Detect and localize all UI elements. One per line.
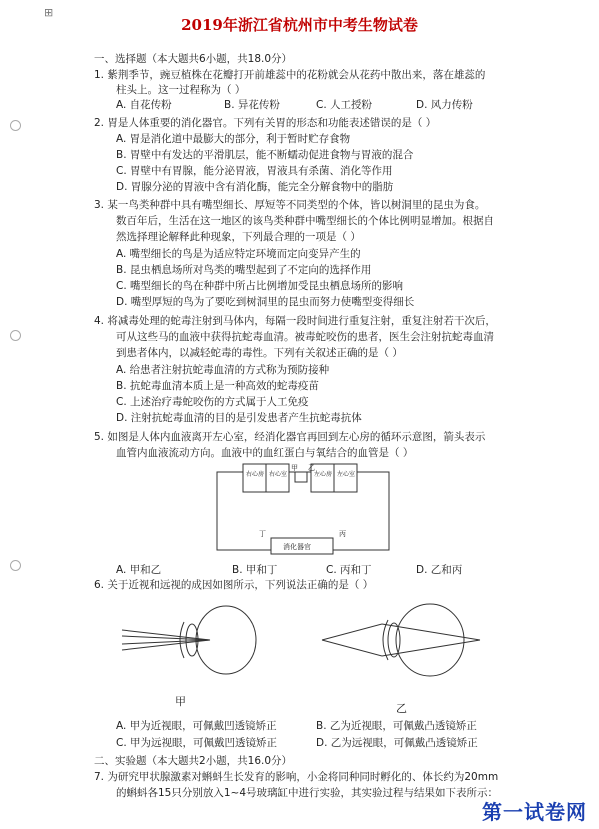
option-a: A. 胃是消化道中最膨大的部分，利于暂时贮存食物 [116,133,351,145]
option-c: C. 嘴型细长的鸟在种群中所占比例增加受昆虫栖息场所的影响 [116,280,404,292]
site-watermark: 第一试卷网 [482,800,587,824]
question-text: 到患者体内，以减轻蛇毒的毒性。下列有关叙述正确的是（ ） [116,347,403,359]
option-b: B. 抗蛇毒血清本质上是一种高效的蛇毒疫苗 [116,380,319,392]
option-b: B. 胃壁中有发达的平滑肌层，能不断蠕动促进食物与胃液的混合 [116,149,414,161]
right-ventricle-label: 右心室 [269,471,288,478]
section-heading: 二、实验题（本大题共2小题，共16.0分） [94,755,293,767]
binding-hole [10,560,21,571]
option-d: D. 乙和丙 [416,564,463,576]
question-text: 5. 如图是人体内血液离开左心室，经消化器官再回到左心房的循环示意图，箭头表示 [94,431,486,443]
option-d: D. 风力传粉 [416,99,473,111]
question-text: 数百年后，生活在这一地区的该鸟类种群中嘴型细长的个体比例明显增加。根据自 [116,215,494,227]
left-ventricle-label: 左心室 [337,471,356,478]
option-b: B. 异花传粉 [224,99,280,111]
option-d: D. 嘴型厚短的鸟为了要吃到树洞里的昆虫而努力使嘴型变得细长 [116,296,415,308]
question-text: 2. 胃是人体重要的消化器官。下列有关胃的形态和功能表述错误的是（ ） [94,117,437,129]
myopia-eye-diagram [120,600,270,680]
option-a: A. 甲和乙 [116,564,162,576]
option-c: C. 甲为远视眼，可佩戴凹透镜矫正 [116,737,278,749]
option-a: A. 自花传粉 [116,99,172,111]
binding-hole [10,120,21,131]
option-c: C. 人工授粉 [316,99,373,111]
margin-marker: ⊞ [44,6,54,19]
question-text: 可从这些马的血液中获得抗蛇毒血清。被毒蛇咬伤的患者，医生会注射抗蛇毒血清 [116,331,494,343]
question-text: 血管内血液流动方向。血液中的血红蛋白与氧结合的血管是（ ） [116,447,414,459]
figure-b-label: 乙 [396,702,407,715]
option-a: A. 嘴型细长的鸟是为适应特定环境而定向变异产生的 [116,248,361,260]
digestive-organ-label: 消化器官 [283,543,311,551]
option-d: D. 注射抗蛇毒血清的目的是引发患者产生抗蛇毒抗体 [116,412,362,424]
question-text: 1. 紫荆季节，豌豆植株在花瓣打开前雄蕊中的花粉就会从花药中散出来，落在雄蕊的 [94,69,486,81]
section-heading: 一、选择题（本大题共6小题，共18.0分） [94,53,293,65]
left-atrium-label: 左心房 [314,471,333,478]
figure-a-label: 甲 [175,695,186,708]
question-text: 柱头上。这一过程称为（ ） [116,84,246,96]
question-text: 6. 关于近视和远视的成因如图所示，下列说法正确的是（ ） [94,579,374,591]
option-d: D. 乙为远视眼，可佩戴凸透镜矫正 [316,737,478,749]
option-a: A. 给患者注射抗蛇毒血清的方式称为预防接种 [116,364,330,376]
right-atrium-label: 右心房 [246,471,265,478]
hyperopia-eye-diagram [320,600,490,680]
option-c: C. 丙和丁 [326,564,372,576]
vessel-ding-label: 丁 [259,530,266,538]
circulation-diagram [213,460,393,560]
question-text: 4. 将减毒处理的蛇毒注射到马体内，每隔一段时间进行重复注射，重复注射若干次后， [94,315,496,327]
vessel-bing-label: 丙 [339,530,346,538]
binding-hole [10,330,21,341]
option-b: B. 乙为近视眼，可佩戴凸透镜矫正 [316,720,477,732]
option-b: B. 昆虫栖息场所对鸟类的嘴型起到了不定向的选择作用 [116,264,372,276]
option-c: C. 上述治疗毒蛇咬伤的方式属于人工免疫 [116,396,309,408]
question-text: 7. 为研究甲状腺激素对蝌蚪生长发育的影响，小金将同种同时孵化的、体长约为20mm [94,771,499,783]
option-b: B. 甲和丁 [232,564,278,576]
vessel-jia-label: 甲 [291,464,298,472]
vessel-yi-label: 乙 [308,464,315,472]
option-d: D. 胃腺分泌的胃液中含有消化酶，能完全分解食物中的脂肪 [116,181,394,193]
option-a: A. 甲为近视眼，可佩戴凹透镜矫正 [116,720,277,732]
question-text: 然选择理论解释此种现象，下列最合理的一项是（ ） [116,231,361,243]
page-title: 2019年浙江省杭州市中考生物试卷 [181,16,418,34]
question-text: 3. 某一鸟类种群中具有嘴型细长、厚短等不同类型的个体，皆以树洞里的昆虫为食。 [94,199,486,211]
question-text: 的蝌蚪各15只分别放入1~4号玻璃缸中进行实验，其实验过程与结果如下表所示： [116,787,499,799]
option-c: C. 胃壁中有胃腺，能分泌胃液，胃液具有杀菌、消化等作用 [116,165,393,177]
